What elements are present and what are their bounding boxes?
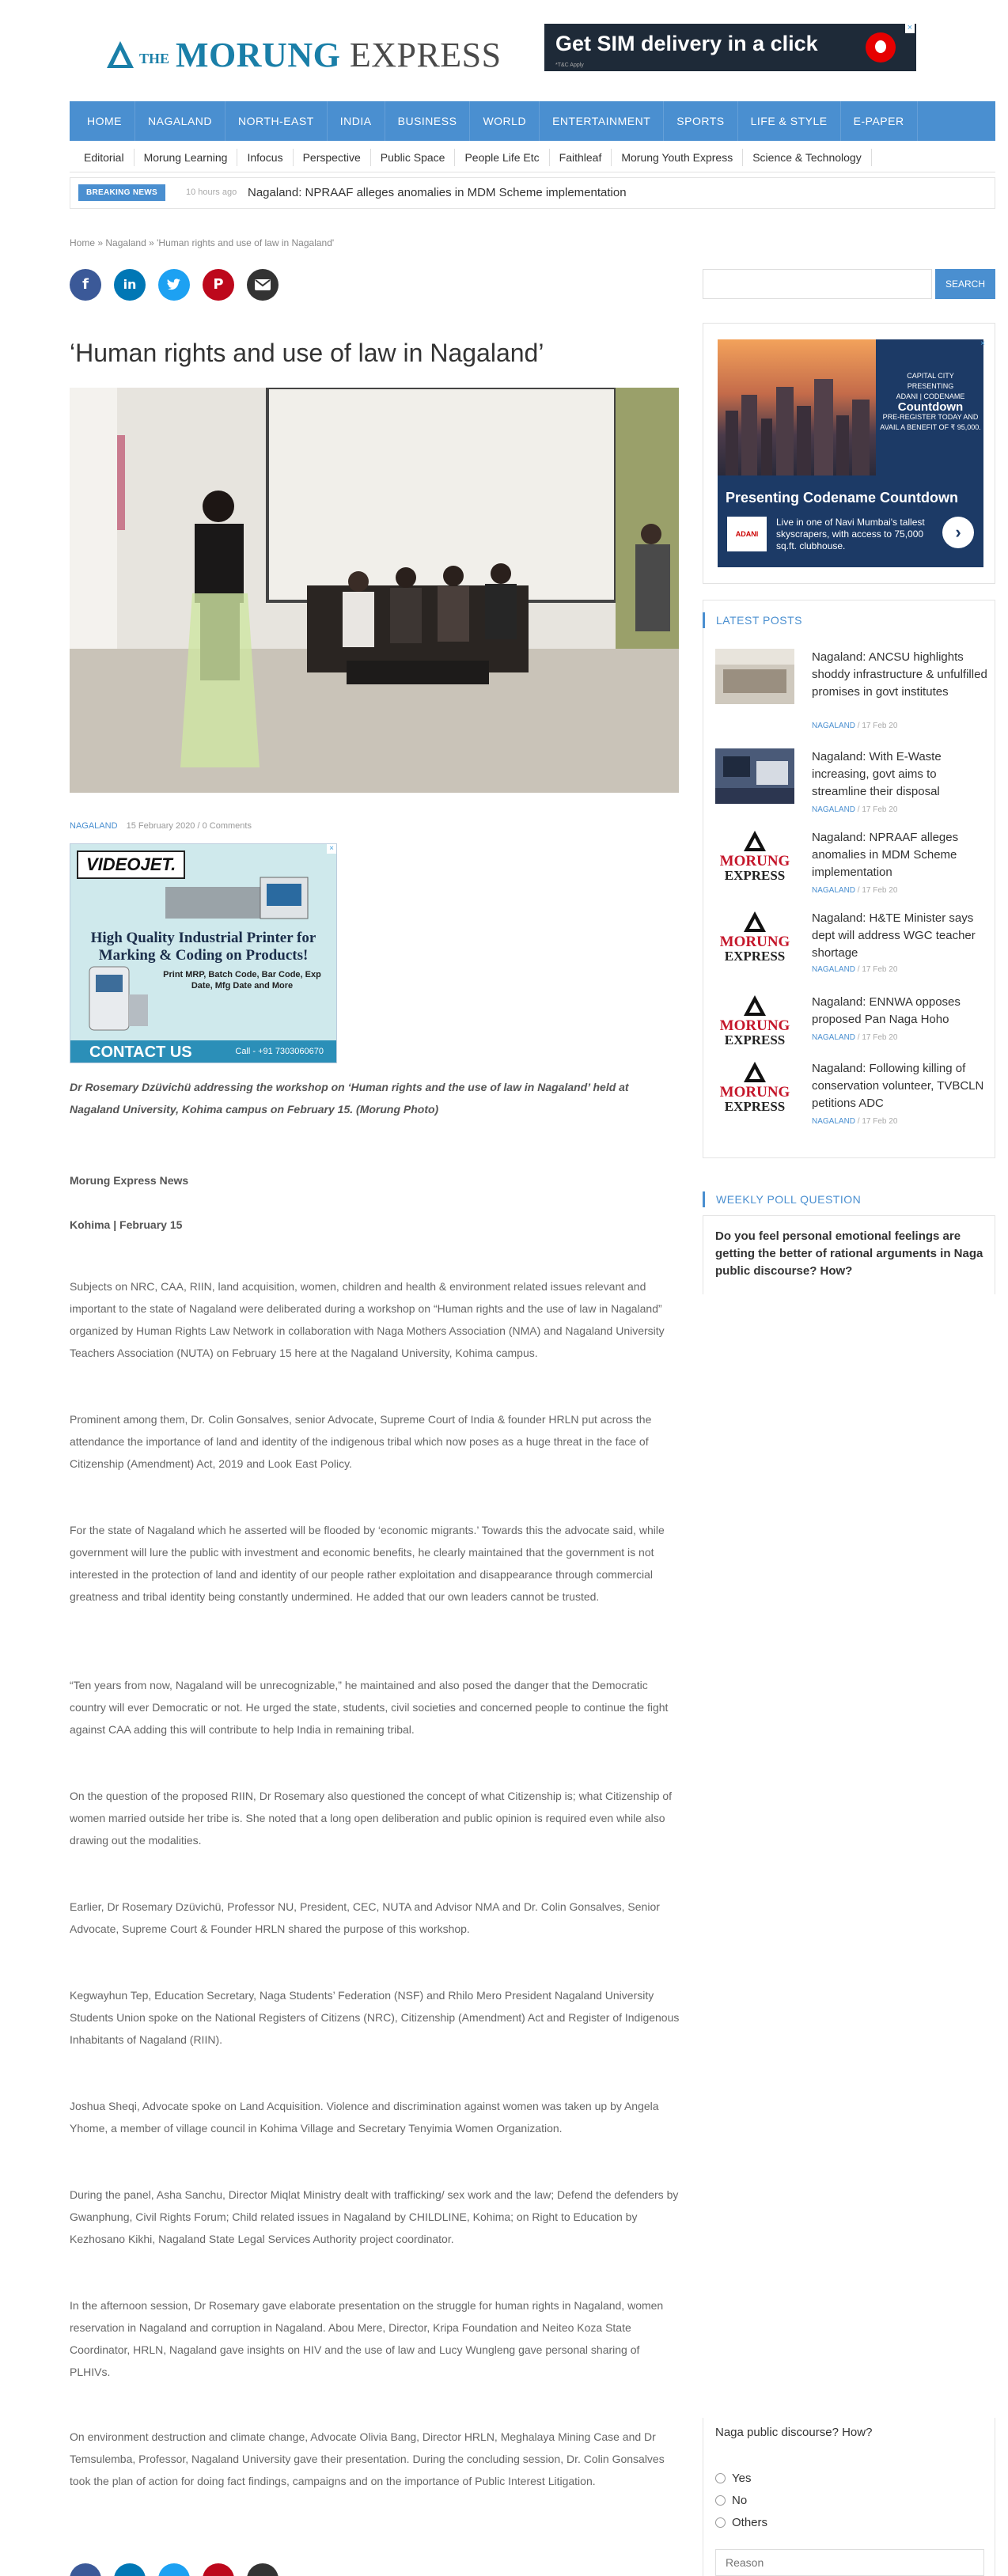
videojet-logo: VIDEOJET. bbox=[77, 850, 185, 879]
article-comments[interactable]: 0 Comments bbox=[202, 821, 252, 831]
article-paragraph: On environment destruction and climate change, Advocate Olivia Bang, Director HRLN, Meghalaya Mining Case and Dr Temsulemba, Professor, Nagaland University gave their presentation. During the concluding session, Dr. Colin Gonsalves took the plan of action for doing fact findings, campaigns and on the importance of Public Interest Litigation. bbox=[70, 2430, 665, 2487]
poll-reason-input[interactable] bbox=[715, 2549, 984, 2576]
inline-ad-phone: Call - +91 7303060670 bbox=[235, 1047, 324, 1056]
main-nav-item-life-style[interactable]: LIFE & STYLE bbox=[738, 101, 841, 141]
post-title[interactable]: Nagaland: ANCSU highlights shoddy infrastructure & unfulfilled promises in govt institutes bbox=[812, 650, 987, 699]
inline-ad[interactable] bbox=[70, 843, 337, 1063]
inline-ad-cta-bar[interactable] bbox=[70, 1040, 336, 1063]
adani-logo: ADANI bbox=[727, 517, 767, 551]
article-paragraph: Subjects on NRC, CAA, RIIN, land acquisition, women, children and health & environment related issues relevant and important to the state of Nagaland were deliberated during a workshop on “Human rights and the use of law in Nagaland” organized by Human Rights Law Network in collaboration with Naga Mothers Association (NMA) and Nagaland University Teachers Association (NUTA) on February 15 here at the Nagaland University, Kohima campus. bbox=[70, 1280, 665, 1359]
sub-nav-item-public-space[interactable]: Public Space bbox=[371, 149, 456, 166]
linkedin-share-icon[interactable] bbox=[114, 2563, 146, 2576]
post-title[interactable]: Nagaland: With E-Waste increasing, govt aims to streamline their disposal bbox=[812, 750, 942, 798]
article-paragraph: “Ten years from now, Nagaland will be unrecognizable,” he maintained and also posed the danger that the Democratic country will ever Democratic or not. He urged the state, students, civil societies and concerned people to continue the fight against CAA adding this will contribute to help India in remaining tribal. bbox=[70, 1679, 669, 1736]
post-meta: NAGALAND / 17 Feb 20 bbox=[812, 1117, 898, 1126]
printer-image bbox=[157, 876, 316, 926]
sidebar-ad-presents: PRESENTING bbox=[907, 382, 954, 390]
contact-us-label: CONTACT US bbox=[89, 1044, 192, 1061]
main-nav bbox=[70, 101, 995, 141]
search-input[interactable] bbox=[703, 269, 932, 299]
header-ad[interactable] bbox=[544, 24, 916, 71]
morung-logo-thumbnail[interactable] bbox=[715, 994, 794, 1049]
ad-close-icon[interactable]: × bbox=[980, 339, 985, 348]
sub-nav-item-infocus[interactable]: Infocus bbox=[237, 149, 293, 166]
svg-text:MORUNG: MORUNG bbox=[719, 1084, 790, 1100]
article-photo bbox=[70, 388, 679, 793]
main-nav-item-nagaland[interactable]: NAGALAND bbox=[135, 101, 225, 141]
article-date: 15 February 2020 bbox=[126, 821, 195, 831]
printer-unit-image bbox=[81, 963, 153, 1034]
ad-close-icon[interactable]: × bbox=[327, 844, 336, 854]
sidebar-ad-heading: Presenting Codename Countdown bbox=[726, 490, 959, 506]
breadcrumb-home[interactable]: Home bbox=[70, 237, 96, 248]
header-ad-text: Get SIM delivery in a click bbox=[555, 32, 818, 55]
sub-nav-item-editorial[interactable]: Editorial bbox=[74, 149, 135, 166]
svg-text:EXPRESS: EXPRESS bbox=[724, 868, 786, 883]
post-meta: NAGALAND / 17 Feb 20 bbox=[812, 805, 898, 814]
main-nav-item-home[interactable]: HOME bbox=[74, 101, 135, 141]
article-paragraph: Joshua Sheqi, Advocate spoke on Land Acquisition. Violence and discrimination against women was taken up by Angela Yhome, a member of village council in Kohima Village and Secretary Tenyimia Women Organization. bbox=[70, 2100, 659, 2135]
ad-close-icon[interactable]: × bbox=[905, 24, 915, 33]
logo-the: THE bbox=[139, 50, 170, 66]
search-button[interactable]: SEARCH bbox=[935, 269, 995, 299]
poll-question-tail: Naga public discourse? How? bbox=[715, 2426, 873, 2439]
breaking-news-time: 10 hours ago bbox=[186, 188, 237, 197]
poll-option-yes[interactable]: Yes bbox=[715, 2472, 751, 2485]
poll-question: Do you feel personal emotional feelings are getting the better of rational arguments in Naga public discourse? How? bbox=[715, 1229, 983, 1278]
post-thumbnail[interactable] bbox=[715, 748, 794, 804]
logo-wordmark: MORUNG EXPRESS bbox=[176, 35, 502, 74]
main-nav-item-entertainment[interactable]: ENTERTAINMENT bbox=[540, 101, 664, 141]
article-source: Morung Express News bbox=[70, 1174, 189, 1187]
facebook-share-icon[interactable]: f bbox=[70, 269, 101, 301]
poll-option-others[interactable]: Others bbox=[715, 2516, 767, 2529]
article-meta: NAGALAND 15 February 2020 / 0 Comments bbox=[70, 821, 252, 831]
latest-post-item[interactable] bbox=[715, 910, 992, 974]
email-share-icon[interactable] bbox=[247, 2563, 279, 2576]
latest-post-item[interactable] bbox=[715, 748, 992, 814]
post-thumbnail[interactable] bbox=[715, 649, 794, 704]
radio-icon[interactable] bbox=[715, 2473, 726, 2483]
radio-icon[interactable] bbox=[715, 2495, 726, 2506]
article-paragraph: In the afternoon session, Dr Rosemary gave elaborate presentation on the struggle for human rights in Nagaland, women reservation in Nagaland and corruption in Nagaland. Abou Mere, Director, Kripa Foundation and Neiteo Koza State Coordinator, HRLN, Nagaland gave insights on HIV and the use of law and Lucy Wungleng gave personal sharing of PLHIVs. bbox=[70, 2299, 664, 2378]
main-nav-item-north-east[interactable]: NORTH-EAST bbox=[225, 101, 328, 141]
twitter-share-icon[interactable] bbox=[158, 2563, 190, 2576]
secondary-nav bbox=[70, 142, 995, 172]
sub-nav-item-morung-learning[interactable]: Morung Learning bbox=[135, 149, 238, 166]
sidebar-ad-brand: CAPITAL CITY bbox=[907, 372, 954, 380]
main-nav-item-india[interactable]: INDIA bbox=[328, 101, 385, 141]
sub-nav-item-perspective[interactable]: Perspective bbox=[294, 149, 371, 166]
article-paragraph: On the question of the proposed RIIN, Dr Rosemary also questioned the concept of what Citizenship is; what Citizenship of women married outside her tribe is. She noted that a long open deliberation and public opinion is required even while also drawing out the modalities. bbox=[70, 1790, 673, 1847]
article-paragraph: Kegwayhun Tep, Education Secretary, Naga Students’ Federation (NSF) and Rhilo Mero President Nagaland University Students Union spoke on the National Registers of Citizens (NRC), Citizenship (Amendment) Act and Register of Indigenous Inhabitants of Nagaland (RIIN). bbox=[70, 1989, 680, 2046]
article-title: ‘Human rights and use of law in Nagaland’ bbox=[70, 339, 544, 367]
sidebar-ad-tagline: ADANI | CODENAME bbox=[896, 392, 965, 400]
sidebar-ad-brandblock bbox=[879, 371, 982, 433]
latest-post-item[interactable] bbox=[715, 829, 992, 895]
photo-caption: Dr Rosemary Dzüvichü addressing the workshop on ‘Human rights and the use of law in Nagaland’ held at Nagaland University, Kohima campus on February 15. (Morung Photo) bbox=[70, 1081, 629, 1116]
poll-option-no[interactable]: No bbox=[715, 2494, 747, 2507]
latest-post-item[interactable] bbox=[715, 1060, 992, 1126]
article-paragraph: Prominent among them, Dr. Colin Gonsalves, senior Advocate, Supreme Court of India & founder HRLN put across the attendance the importance of land and identity of the indigenous tribal which now poses as a huge threat in the face of Citizenship (Amendment) Act, 2019 and Look East Policy. bbox=[70, 1413, 652, 1470]
article-paragraph: During the panel, Asha Sanchu, Director Miqlat Ministry dealt with trafficking/ sex work and the law; Defend the defenders by Gwanphung, Civil Rights Forum; Child related issues in Nagaland by CHILDLINE, Kohima; on Right to Education by Kezhosano Kikhi, Nagaland State Legal Services Authority project coordinator. bbox=[70, 2188, 679, 2245]
radio-icon[interactable] bbox=[715, 2517, 726, 2528]
post-meta: NAGALAND / 17 Feb 20 bbox=[812, 965, 898, 974]
site-logo[interactable] bbox=[104, 35, 502, 74]
chevron-right-icon[interactable]: › bbox=[942, 517, 974, 548]
sub-nav-item-morung-youth-express[interactable]: Morung Youth Express bbox=[612, 149, 743, 166]
sidebar-ad[interactable] bbox=[703, 323, 995, 584]
sidebar-ad-offer: PRE-REGISTER TODAY AND AVAIL A BENEFIT OF ₹ 95,000. bbox=[880, 413, 981, 431]
post-meta: NAGALAND / 17 Feb 20 bbox=[812, 886, 898, 895]
sidebar-ad-countdown: Countdown bbox=[897, 400, 964, 414]
inline-ad-line1: High Quality Industrial Printer for bbox=[90, 930, 316, 946]
linkedin-share-icon[interactable]: in bbox=[114, 269, 146, 301]
svg-text:EXPRESS: EXPRESS bbox=[724, 1032, 786, 1047]
pinterest-share-icon[interactable]: P bbox=[203, 269, 234, 301]
main-nav-item-world[interactable]: WORLD bbox=[470, 101, 540, 141]
article-dateline: Kohima | February 15 bbox=[70, 1218, 183, 1231]
latest-post-item[interactable] bbox=[715, 649, 992, 730]
morung-logo-thumbnail[interactable] bbox=[715, 1060, 794, 1116]
post-title[interactable]: Nagaland: ENNWA opposes proposed Pan Naga Hoho bbox=[812, 995, 961, 1026]
poll-title: WEEKLY POLL QUESTION bbox=[703, 1191, 861, 1207]
svg-text:EXPRESS: EXPRESS bbox=[724, 949, 786, 964]
email-share-icon[interactable] bbox=[247, 269, 279, 301]
vodafone-logo-icon bbox=[866, 32, 896, 63]
sub-nav-item-science-technology[interactable]: Science & Technology bbox=[743, 149, 872, 166]
main-nav-item-business[interactable]: BUSINESS bbox=[385, 101, 471, 141]
svg-text:MORUNG: MORUNG bbox=[719, 853, 790, 869]
svg-text:MORUNG: MORUNG bbox=[719, 1017, 790, 1034]
latest-posts-title: LATEST POSTS bbox=[703, 612, 802, 628]
breadcrumb: Home » Nagaland » 'Human rights and use of law in Nagaland' bbox=[70, 237, 335, 248]
breadcrumb-current: 'Human rights and use of law in Nagaland' bbox=[157, 237, 335, 248]
svg-text:EXPRESS: EXPRESS bbox=[724, 1099, 786, 1114]
share-bar bbox=[70, 269, 279, 301]
breaking-news-bar bbox=[70, 177, 995, 209]
logo-mark-icon bbox=[104, 39, 136, 70]
article-category[interactable]: NAGALAND bbox=[70, 821, 118, 831]
breadcrumb-section[interactable]: Nagaland bbox=[105, 237, 146, 248]
article-paragraph: For the state of Nagaland which he asserted will be flooded by ‘economic migrants.’ Towards this the advocate said, while government will lure the public with investment and economic benefits, he clearly maintained that the government is not interested in the protection of land and identity of our people rather exploitation and disappearance through commercial greatness and tribal identity being constantly undermined. He added that our own leaders cannot be trusted. bbox=[70, 1524, 665, 1603]
twitter-share-icon[interactable] bbox=[158, 269, 190, 301]
facebook-share-icon[interactable] bbox=[70, 2563, 101, 2576]
main-nav-item-e-paper[interactable]: E-PAPER bbox=[841, 101, 918, 141]
share-bar-bottom bbox=[70, 2563, 279, 2576]
post-title[interactable]: Nagaland: H&TE Minister says dept will address WGC teacher shortage bbox=[812, 911, 976, 960]
morung-logo-thumbnail[interactable] bbox=[715, 910, 794, 965]
inline-ad-sub: Print MRP, Batch Code, Bar Code, Exp Date, Mfg Date and More bbox=[163, 970, 321, 991]
inline-ad-line2: Marking & Coding on Products! bbox=[98, 947, 309, 964]
svg-text:MORUNG: MORUNG bbox=[719, 934, 790, 950]
article-paragraph: Earlier, Dr Rosemary Dzüvichü, Professor NU, President, CEC, NUTA and Advisor NMA and Dr. Colin Gonsalves, Senior Advocate, Supreme Court & Founder HRLN shared the purpose of this workshop. bbox=[70, 1900, 660, 1935]
sub-nav-item-people-life-etc[interactable]: People Life Etc bbox=[455, 149, 549, 166]
pinterest-share-icon[interactable] bbox=[203, 2563, 234, 2576]
main-nav-item-sports[interactable]: SPORTS bbox=[664, 101, 737, 141]
post-meta: NAGALAND / 17 Feb 20 bbox=[812, 722, 898, 730]
sidebar-ad-body: Live in one of Navi Mumbai's tallest skyscrapers, with access to 75,000 sq.ft. clubhouse. bbox=[776, 517, 925, 551]
post-meta: NAGALAND / 17 Feb 20 bbox=[812, 1033, 898, 1042]
header-ad-disclaimer: *T&C Apply bbox=[555, 63, 584, 68]
sub-nav-item-faithleaf[interactable]: Faithleaf bbox=[550, 149, 612, 166]
breaking-news-tag: BREAKING NEWS bbox=[78, 184, 165, 201]
sidebar-ad-creative[interactable] bbox=[718, 339, 983, 567]
breaking-news-headline[interactable]: Nagaland: NPRAAF alleges anomalies in MDM Scheme implementation bbox=[248, 186, 627, 199]
post-title[interactable]: Nagaland: NPRAAF alleges anomalies in MDM Scheme implementation bbox=[812, 831, 959, 879]
latest-post-item[interactable] bbox=[715, 994, 992, 1049]
post-title[interactable]: Nagaland: Following killing of conservation volunteer, TVBCLN petitions ADC bbox=[812, 1062, 984, 1110]
skyline-image bbox=[718, 339, 876, 475]
morung-logo-thumbnail[interactable] bbox=[715, 829, 794, 885]
